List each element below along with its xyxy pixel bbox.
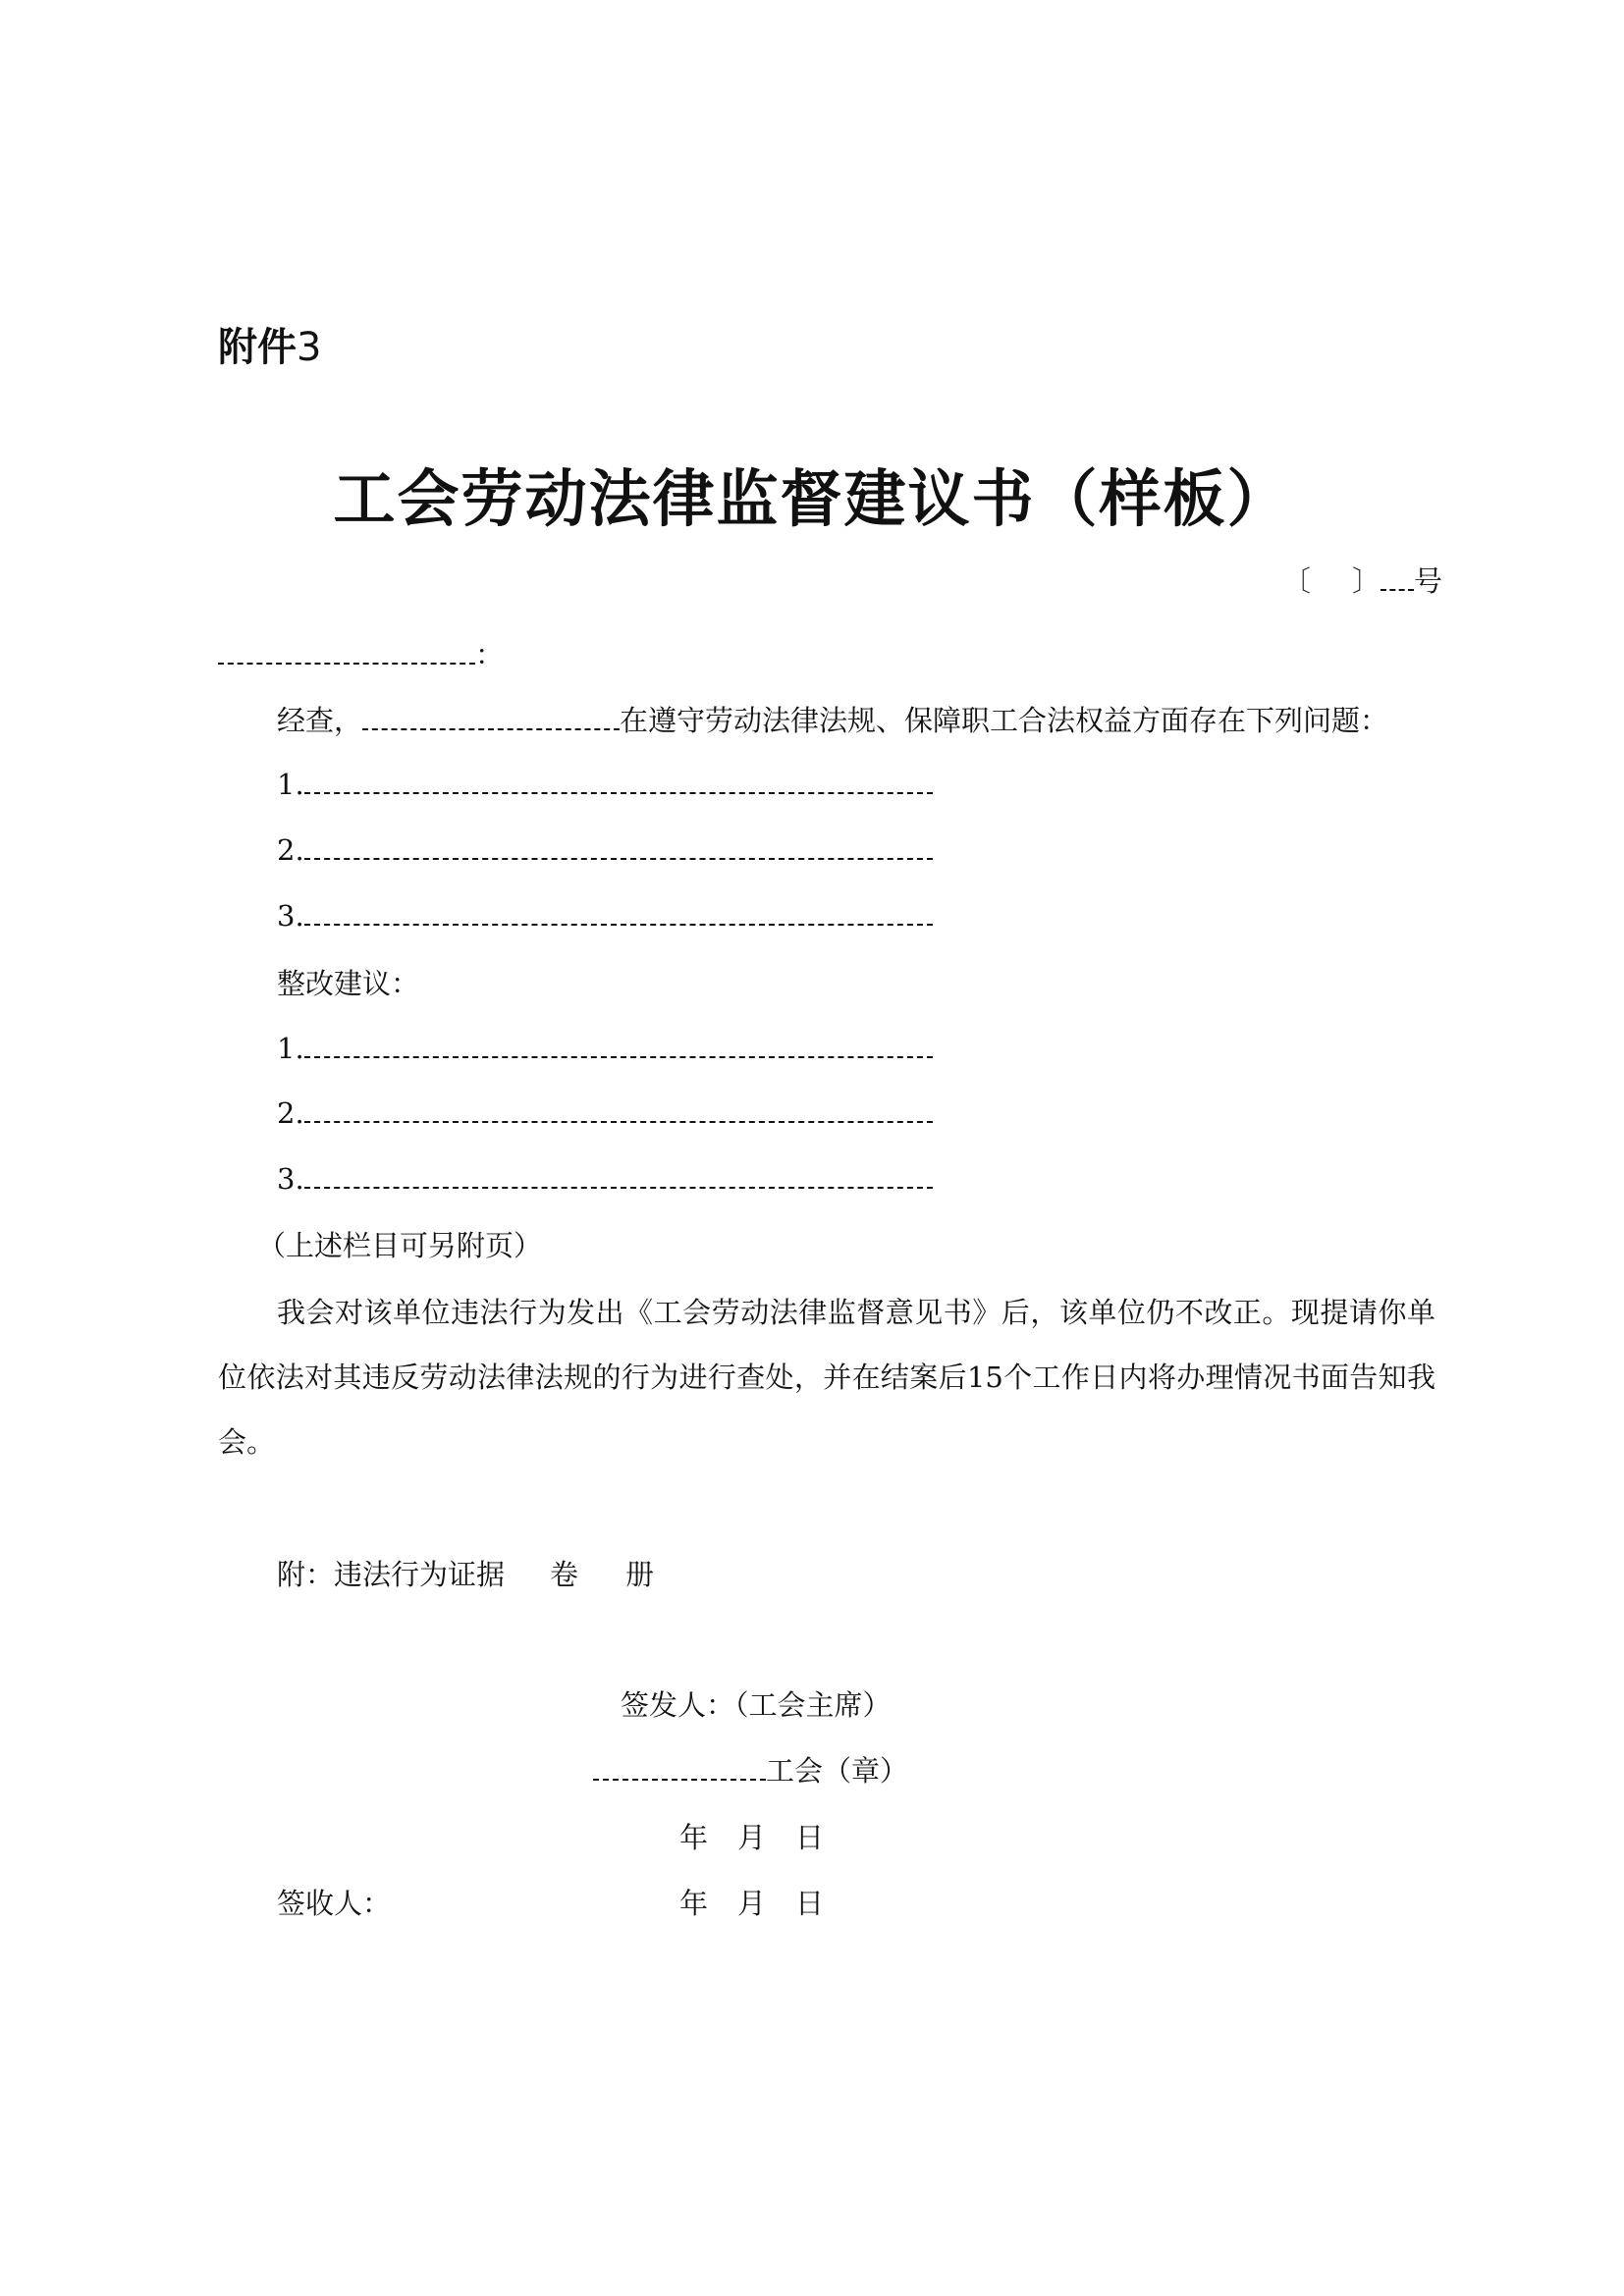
issue-date-year: 年 xyxy=(679,1821,709,1854)
suggestion-item xyxy=(277,1158,933,1196)
inspection-text: 在遵守劳动法律法规、保障职工合法权益方面存在下列问题： xyxy=(620,704,1389,737)
suggestion-number: 3. xyxy=(277,1162,304,1196)
problem-item xyxy=(277,829,933,867)
issue-date xyxy=(679,1816,824,1856)
problem-number: 1. xyxy=(277,768,304,801)
suggestion-item xyxy=(277,1093,933,1130)
addressee-line xyxy=(218,633,504,673)
union-seal-line xyxy=(593,1749,908,1789)
issue-date-day: 日 xyxy=(795,1821,825,1854)
suggestions-heading: 整改建议： xyxy=(277,967,420,1000)
inspection-prefix: 经查， xyxy=(277,704,363,737)
doc-number-blank xyxy=(1380,561,1414,591)
attachment-label: 附：违法行为证据 xyxy=(277,1558,506,1591)
receipt-date-year: 年 xyxy=(679,1887,709,1920)
problem-number: 2. xyxy=(277,833,304,867)
addressee-colon: ： xyxy=(475,638,505,671)
issue-date-month: 月 xyxy=(737,1821,767,1854)
document-number xyxy=(1282,560,1442,600)
doc-number-suffix: 号 xyxy=(1414,564,1443,598)
receipt-date-month: 月 xyxy=(737,1887,767,1920)
suggestion-blank xyxy=(304,1158,933,1189)
annex-text: 附件 xyxy=(218,325,297,370)
receipt-date xyxy=(679,1882,824,1922)
attachment-book: 册 xyxy=(625,1558,655,1591)
attachment-line xyxy=(277,1553,654,1593)
page-title: 工会劳动法律监督建议书（样板） xyxy=(333,462,1291,535)
body-paragraph: 我会对该单位违法行为发出《工会劳动法律监督意见书》后，该单位仍不改正。现提请你单位依法对其违反劳动法律法规的行为进行查处，并在结案后15个工作日内将办理情况书面告知我会。 xyxy=(218,1296,1435,1459)
union-name-blank xyxy=(593,1750,766,1781)
doc-number-left-bracket: 〔 xyxy=(1282,564,1312,598)
problem-number: 3. xyxy=(277,899,304,933)
problem-blank xyxy=(304,829,933,860)
problem-blank xyxy=(304,764,933,794)
annex-label xyxy=(218,316,321,372)
suggestion-blank xyxy=(304,1093,933,1123)
suggestion-blank xyxy=(304,1028,933,1058)
suggestion-item xyxy=(277,1028,933,1065)
attachment-volume: 卷 xyxy=(550,1558,579,1591)
union-seal-text: 工会（章） xyxy=(766,1754,909,1788)
continuation-note: （上述栏目可另附页） xyxy=(257,1229,543,1262)
doc-number-right-bracket: 〕 xyxy=(1352,564,1381,598)
annex-number: 3 xyxy=(297,325,322,370)
problem-item xyxy=(277,764,933,801)
addressee-blank xyxy=(218,634,475,665)
problem-item xyxy=(277,895,933,933)
problem-blank xyxy=(304,895,933,926)
inspected-unit-blank xyxy=(362,700,620,730)
suggestion-number: 1. xyxy=(277,1032,304,1065)
suggestion-number: 2. xyxy=(277,1096,304,1130)
receipt-date-day: 日 xyxy=(795,1887,825,1920)
signer-line: 签发人：（工会主席） xyxy=(621,1688,892,1722)
inspection-line xyxy=(277,699,1388,739)
receiver-label: 签收人： xyxy=(277,1887,392,1920)
